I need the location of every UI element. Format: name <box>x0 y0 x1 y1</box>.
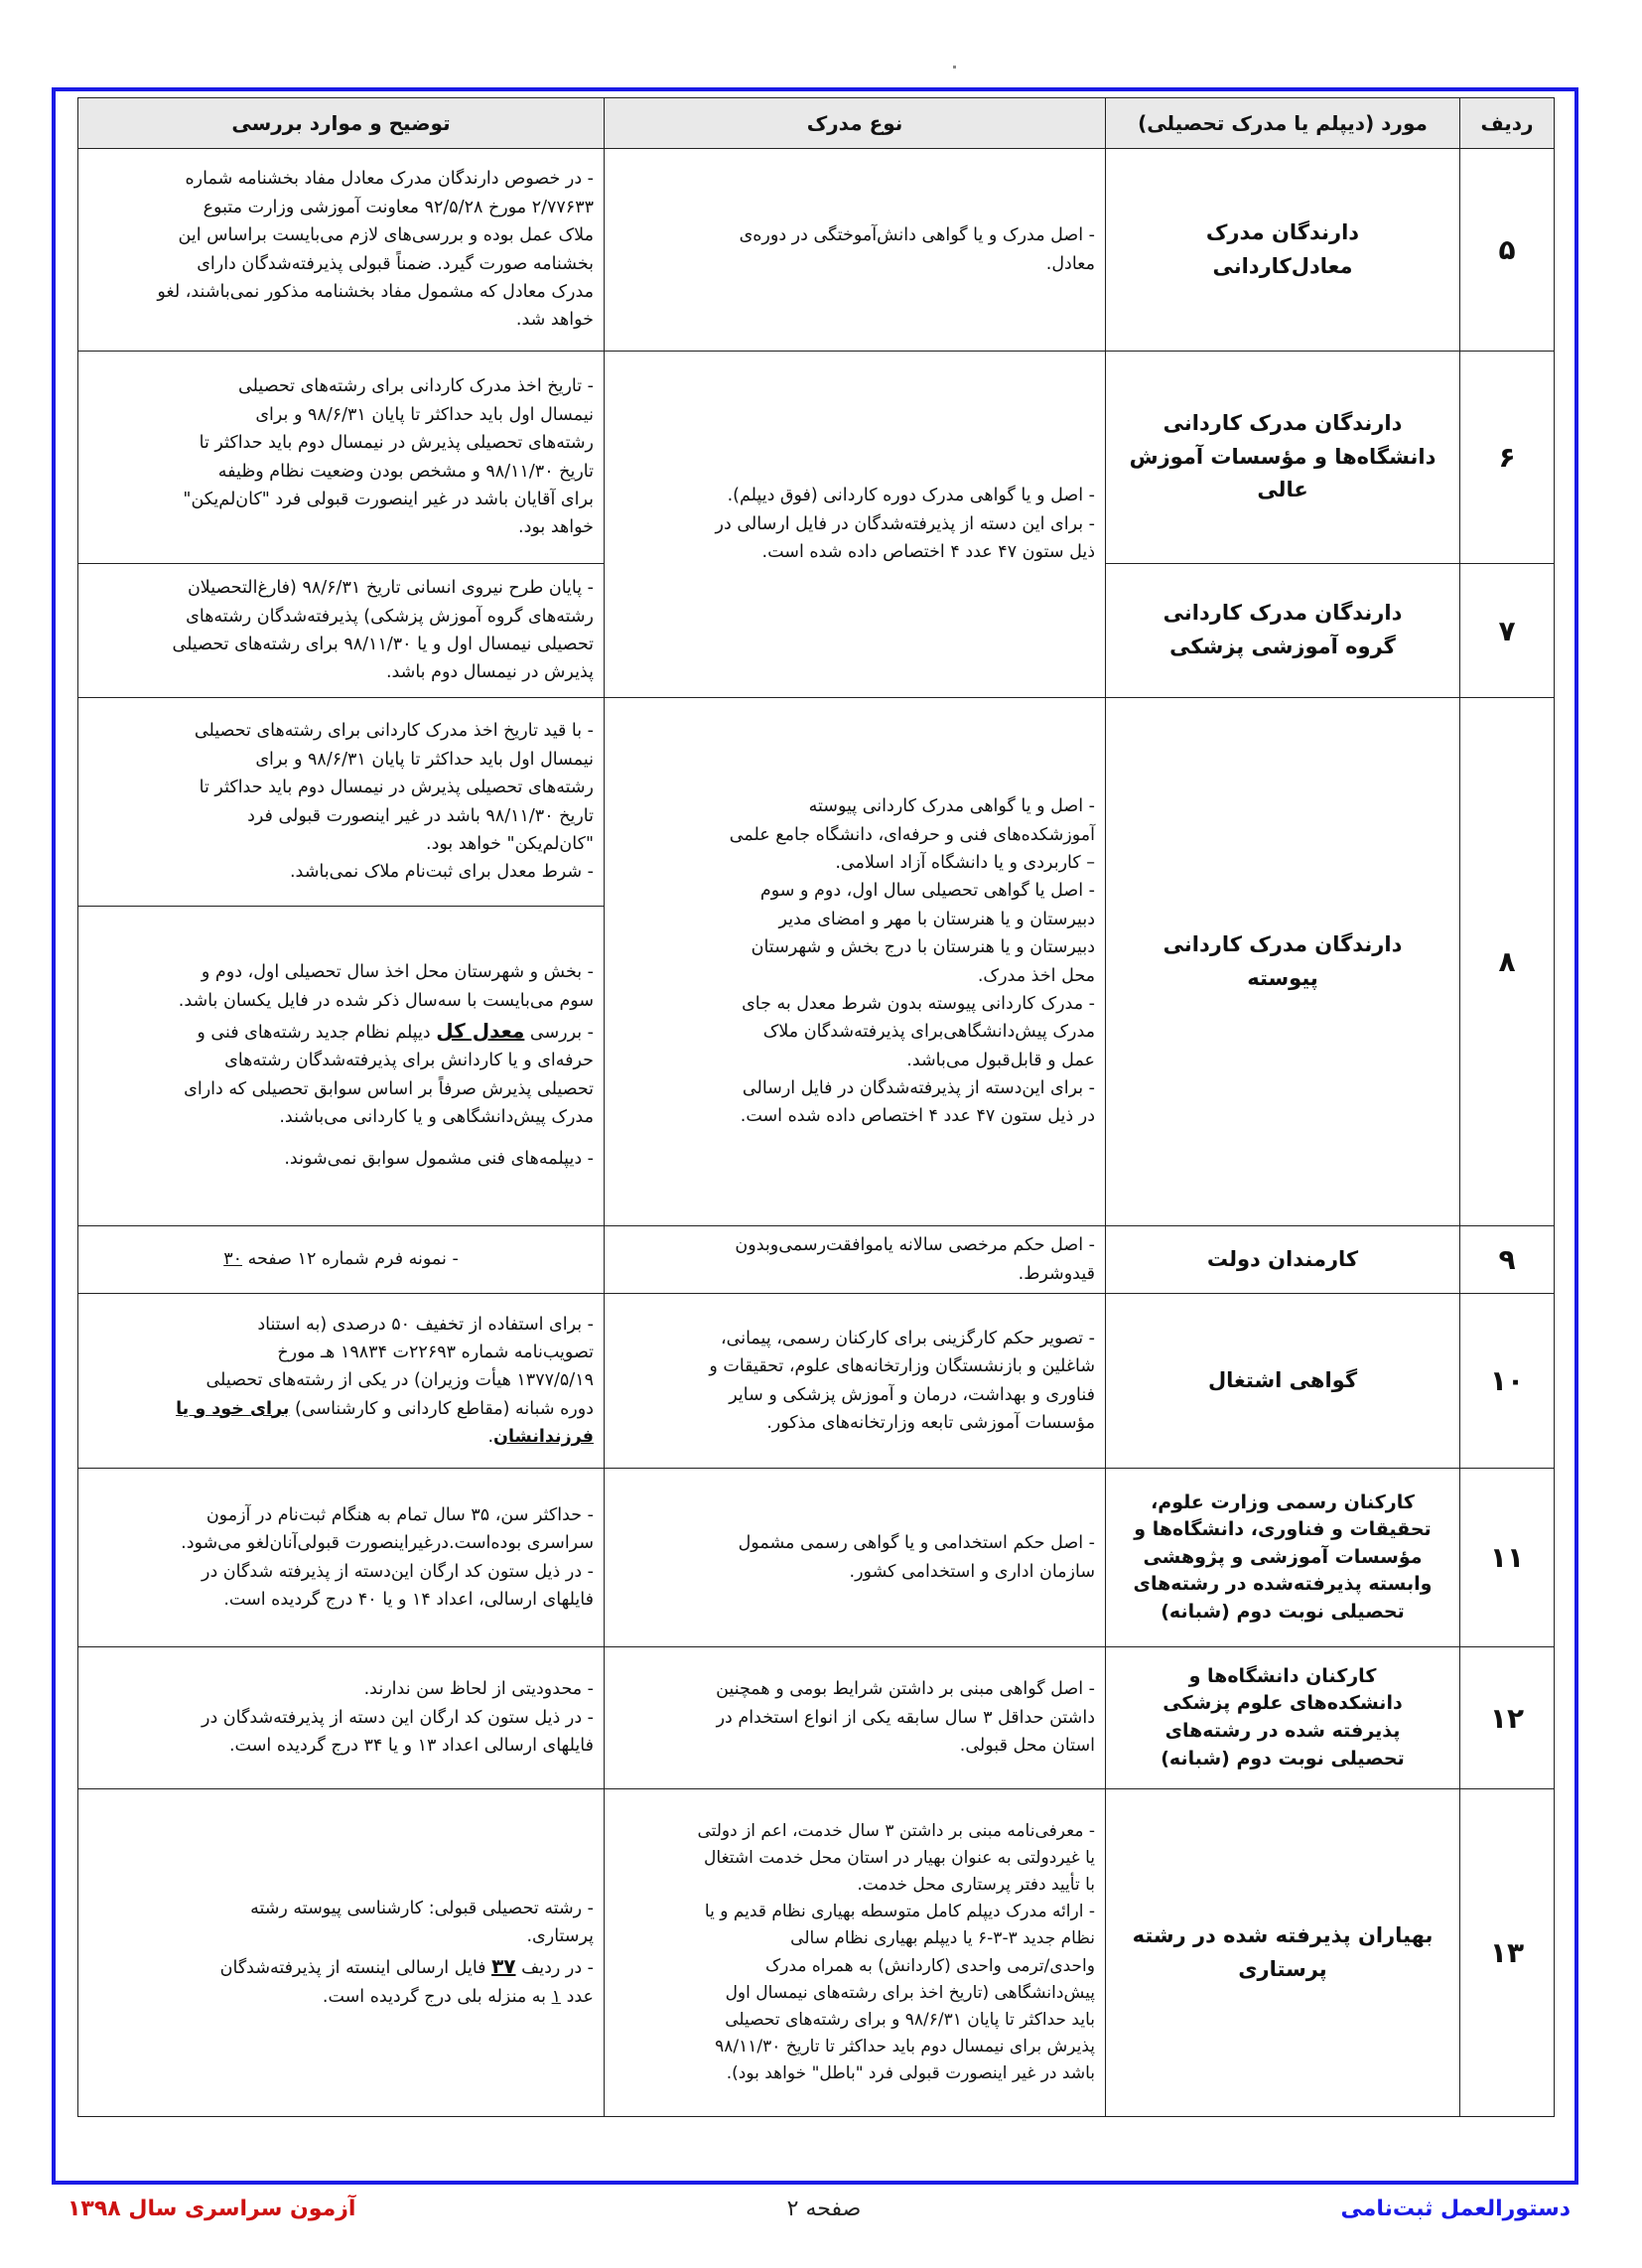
item-line: دارندگان مدرک کاردانی <box>1163 601 1403 626</box>
doc-line: - اصل و یا گواهی مدرک دوره کاردانی (فوق دیپلم). <box>727 486 1095 506</box>
doc-line: - اصل حکم استخدامی و یا گواهی رسمی مشمول <box>738 1533 1095 1554</box>
note-line: مدرک پیش‌دانشگاهی و یا کاردانی می‌باشند. <box>279 1107 594 1128</box>
row-item <box>1106 698 1460 1226</box>
spacer <box>88 1131 594 1145</box>
note-emphasis: معدل کل <box>436 1018 525 1043</box>
doc-line: باشد در غیر اینصورت قبولی فرد "باطل" خواهد بود). <box>726 2063 1095 2084</box>
doc-line: دبیرستان و یا هنرستان با مهر و امضای مدیر <box>778 909 1095 929</box>
doc-line: - معرفی‌نامه مبنی بر داشتن ۳ سال خدمت، اعم از دولتی <box>697 1820 1095 1841</box>
note-line: - در ذیل ستون کد ارگان این دسته از پذیرفته‌شدگان در <box>202 1707 594 1728</box>
doc-line: آموزشکده‌های فنی و حرفه‌ای، دانشگاه جامع علمی <box>729 824 1095 845</box>
doc-line: - اصل یا گواهی تحصیلی سال اول، دوم و سوم <box>759 881 1095 902</box>
row-number: ۱۲ <box>1460 1647 1555 1789</box>
header-notes: توضیح و موارد بررسی <box>78 98 605 149</box>
note-line: برای آقایان باشد در غیر اینصورت قبولی فرد "کان‌لم‌یکن" <box>183 489 594 509</box>
note-line: - بخش و شهرستان محل اخذ سال تحصیلی اول، دوم و <box>201 962 594 983</box>
item-line: دانشکده‌های علوم پزشکی <box>1163 1692 1403 1715</box>
table-row <box>78 149 1555 352</box>
requirements-table <box>77 97 1555 2117</box>
note-line: سراسری بوده‌است.درغیراینصورت قبولی‌آنان‌لغو می‌شود. <box>181 1533 594 1554</box>
row-notes <box>78 1647 605 1789</box>
note-line: تصویب‌نامه شماره ۲۲۶۹۳ت ۱۹۸۳۴ هـ مورخ <box>277 1342 594 1362</box>
note-fragment: به منزله بلی درج گردیده است. <box>322 1986 552 2007</box>
row-doc <box>605 1789 1106 2117</box>
doc-line: پیش‌دانشگاهی (تاریخ اخذ برای رشته‌های نیمسال اول <box>725 1982 1095 2003</box>
note-line: سوم می‌بایست با سه‌سال ذکر شده در فایل یکسان باشد. <box>178 990 594 1011</box>
item-line: عالی <box>1257 478 1308 502</box>
doc-line: مؤسسات آموزشی تابعه وزارتخانه‌های مذکور. <box>766 1412 1095 1433</box>
note-line: ملاک عمل بوده و بررسی‌های لازم می‌بایست براساس این <box>178 225 594 246</box>
item-line: بهیاران پذیرفته شده در رشته <box>1132 1922 1434 1947</box>
doc-line: در ذیل ستون ۴۷ عدد ۴ اختصاص داده شده است. <box>740 1106 1095 1127</box>
item-line: مؤسسات آموزشی و پژوهشی <box>1143 1545 1423 1568</box>
note-line: رشته‌های تحصیلی پذیرش در نیمسال دوم باید حداکثر تا <box>199 778 594 798</box>
doc-line: - تصویر حکم کارگزینی برای کارکنان رسمی، پیمانی، <box>720 1328 1095 1348</box>
note-line: بخشنامه صورت گیرد. ضمناً قبولی پذیرفته‌شدگان دارای <box>197 253 594 274</box>
note-line: - در خصوص دارندگان مدرک معادل مفاد بخشنامه شماره <box>185 169 594 190</box>
note-line: - حداکثر سن، ۳۵ سال تمام به هنگام ثبت‌نام در آزمون <box>205 1504 594 1525</box>
table-row <box>78 1789 1555 2117</box>
footer-exam-title: آزمون سراسری سال ۱۳۹۸ <box>68 2197 356 2221</box>
note-line: "کان‌لم‌یکن" خواهد بود. <box>426 833 594 854</box>
note-fragment: . <box>487 1427 494 1448</box>
doc-line: - اصل حکم مرخصی سالانه یاموافقت‌رسمی‌وبدون <box>735 1235 1095 1256</box>
row-notes <box>78 1294 605 1469</box>
note-line: فایلهای ارسالی، اعداد ۱۴ و یا ۴۰ درج گردیده است. <box>223 1589 594 1610</box>
doc-line: - برای این دسته از پذیرفته‌شدگان در فایل ارسالی در <box>715 513 1095 534</box>
note-line <box>88 1423 594 1451</box>
row-item <box>1106 564 1460 698</box>
doc-line: عمل و قابل‌قبول می‌باشد. <box>906 1050 1095 1070</box>
doc-line: با تأیید دفتر پرستاری محل خدمت. <box>857 1874 1095 1895</box>
doc-line: - اصل و یا گواهی مدرک کاردانی پیوسته <box>808 796 1095 817</box>
note-line: - برای استفاده از تخفیف ۵۰ درصدی (به استناد <box>257 1314 594 1335</box>
item-line: پذیرفته شده در رشته‌های <box>1164 1720 1401 1742</box>
row-notes <box>78 1789 605 2117</box>
note-emphasis: ۱ <box>551 1986 562 2007</box>
row-notes <box>78 564 605 698</box>
note-line: - شرط معدل برای ثبت‌نام ملاک نمی‌باشد. <box>289 862 594 883</box>
row-item <box>1106 352 1460 564</box>
doc-line: مدرک پیش‌دانشگاهی‌برای پذیرفته‌شدگان ملاک <box>762 1022 1095 1043</box>
note-line: رشته‌های گروه آموزش پزشکی) پذیرفته‌شدگان رشته‌های <box>186 606 594 627</box>
note-line: تاریخ ۹۸/۱۱/۳۰ باشد در غیر اینصورت قبولی فرد <box>247 805 594 826</box>
item-line: کارکنان دانشگاه‌ها و <box>1188 1664 1377 1687</box>
row-doc <box>605 1469 1106 1647</box>
row-number: ۶ <box>1460 352 1555 564</box>
header-doc-type: نوع مدرک <box>605 98 1106 149</box>
item-line: پرستاری <box>1238 1956 1327 1981</box>
row-notes <box>78 1469 605 1647</box>
row-doc <box>605 1647 1106 1789</box>
row-number: ۹ <box>1460 1226 1555 1294</box>
item-line: گواهی اشتغال <box>1207 1367 1358 1392</box>
item-line: تحصیلی نوبت دوم (شبانه) <box>1161 1600 1405 1623</box>
doc-line: واحدی/ترمی واحدی (کاردانش) به همراه مدرک <box>764 1955 1095 1976</box>
note-line: رشته‌های تحصیلی پذیرش در نیمسال دوم باید حداکثر تا <box>199 433 594 454</box>
table-row <box>78 1647 1555 1789</box>
doc-line: باید حداکثر تا پایان ۹۸/۶/۳۱ و برای رشته‌های تحصیلی <box>725 2009 1095 2030</box>
note-line: - دیپلمه‌های فنی مشمول سوابق نمی‌شوند. <box>284 1149 594 1170</box>
doc-line: - مدرک کاردانی پیوسته بدون شرط معدل به جای <box>742 993 1095 1014</box>
row-doc <box>605 1226 1106 1294</box>
note-line: تاریخ ۹۸/۱۱/۳۰ و مشخص بودن وضعیت نظام وظیفه <box>217 461 594 482</box>
note-line: نیمسال اول باید حداکثر تا پایان ۹۸/۶/۳۱ و برای <box>255 404 594 425</box>
item-line: وابسته پذیرفته‌شده در رشته‌های <box>1133 1573 1433 1596</box>
item-line: تحصیلی نوبت دوم (شبانه) <box>1161 1747 1405 1770</box>
note-fragment: فایل ارسالی اینسته از پذیرفته‌شدگان <box>219 1958 492 1979</box>
note-emphasis: ۳۰ <box>223 1249 243 1270</box>
row-number: ۸ <box>1460 698 1555 1226</box>
note-fragment: دیپلم نظام جدید رشته‌های فنی و <box>197 1022 437 1043</box>
row-doc <box>605 149 1106 352</box>
row-item <box>1106 1789 1460 2117</box>
row-notes <box>78 698 605 907</box>
scan-dot <box>953 66 956 69</box>
note-fragment: - بررسی <box>524 1022 594 1043</box>
note-line: - تاریخ اخذ مدرک کاردانی برای رشته‌های تحصیلی <box>238 376 594 397</box>
item-line: دارندگان مدرک کاردانی <box>1163 931 1403 956</box>
doc-line: ذیل ستون ۴۷ عدد ۴ اختصاص داده شده است. <box>761 542 1095 563</box>
note-emphasis: برای خود و یا <box>176 1398 290 1419</box>
note-fragment: - در ردیف <box>515 1958 594 1979</box>
row-item <box>1106 1226 1460 1294</box>
note-line <box>88 1983 594 2011</box>
row-notes <box>78 352 605 564</box>
doc-line: شاغلین و بازنشستگان وزارتخانه‌های علوم، تحقیقات و <box>709 1356 1095 1377</box>
doc-line: یا غیردولتی به عنوان بهیار در استان محل خدمت اشتغال <box>704 1847 1095 1868</box>
note-line: - محدودیتی از لحاظ سن ندارند. <box>363 1679 594 1700</box>
item-line: تحقیقات و فناوری، دانشگاه‌ها و <box>1134 1518 1432 1541</box>
item-line: دارندگان مدرک <box>1205 219 1360 244</box>
note-line: خواهد بود. <box>518 517 594 538</box>
doc-line: داشتن حداقل ۳ سال سابقه یکی از انواع استخدام در <box>716 1707 1095 1728</box>
table-row <box>78 1294 1555 1469</box>
doc-line: نظام جدید ۳-۳-۶ یا دیپلم بهیاری نظام سالی <box>790 1928 1095 1949</box>
item-line: معادل‌کاردانی <box>1212 253 1353 278</box>
row-item <box>1106 1294 1460 1469</box>
footer-document-title: دستورالعمل ثبت‌نامی <box>1340 2197 1571 2221</box>
table-row <box>78 698 1555 907</box>
doc-line: دبیرستان و یا هنرستان با درج بخش و شهرستان <box>751 937 1095 958</box>
row-notes <box>78 1226 605 1294</box>
row-number: ۱۳ <box>1460 1789 1555 2117</box>
doc-line: - اصل مدرک و یا گواهی دانش‌آموختگی در دوره‌ی <box>739 225 1095 246</box>
note-emphasis: فرزندانشان <box>493 1427 594 1448</box>
doc-line: فناوری و بهداشت، درمان و آموزش پزشکی و سایر <box>729 1384 1095 1405</box>
row-item <box>1106 149 1460 352</box>
doc-line: پذیرش برای نیمسال دوم باید حداکثر تا تاریخ ۹۸/۱۱/۳۰ <box>715 2037 1095 2057</box>
item-line: کارکنان رسمی وزارت علوم، <box>1151 1490 1415 1513</box>
item-line: پیوسته <box>1247 965 1318 990</box>
note-line: پرستاری. <box>526 1926 594 1947</box>
row-number: ۵ <box>1460 149 1555 352</box>
doc-line: استان محل قبولی. <box>959 1736 1095 1757</box>
row-item <box>1106 1647 1460 1789</box>
note-line: مدرک معادل که مشمول مفاد بخشنامه مذکور نمی‌باشند، لغو <box>157 281 594 302</box>
note-line <box>88 1395 594 1423</box>
item-line: دانشگاه‌ها و مؤسسات آموزش <box>1129 444 1437 469</box>
note-fragment: دوره شبانه (مقاطع کاردانی و کارشناسی) <box>289 1398 594 1419</box>
table-row <box>78 1226 1555 1294</box>
note-line: - پایان طرح نیروی انسانی تاریخ ۹۸/۶/۳۱ (فارغ‌التحصیلان <box>187 578 594 599</box>
note-line: - رشته تحصیلی قبولی: کارشناسی پیوسته رشته <box>250 1898 594 1918</box>
note-line <box>88 1950 594 1982</box>
note-line <box>88 1015 594 1047</box>
note-emphasis: ۳۷ <box>491 1954 516 1979</box>
row-doc <box>605 1294 1106 1469</box>
doc-line: قیدوشرط. <box>1018 1263 1095 1284</box>
row-number: ۱۰ <box>1460 1294 1555 1469</box>
item-line: کارمندان دولت <box>1206 1246 1359 1271</box>
row-item <box>1106 1469 1460 1647</box>
doc-line: معادل. <box>1045 253 1095 274</box>
row-notes <box>78 149 605 352</box>
note-line: خواهد شد. <box>515 310 594 331</box>
table-row <box>78 352 1555 564</box>
header-item: مورد (دیپلم یا مدرک تحصیلی) <box>1106 98 1460 149</box>
doc-line: سازمان اداری و استخدامی کشور. <box>849 1561 1095 1582</box>
row-number: ۷ <box>1460 564 1555 698</box>
note-line: فایلهای ارسالی اعداد ۱۳ و یا ۳۴ درج گردیده است. <box>228 1736 594 1757</box>
note-line: - در ذیل ستون کد ارگان این‌دسته از پذیرفته شدگان در <box>202 1561 594 1582</box>
note-line: تحصیلی نیمسال اول و یا ۹۸/۱۱/۳۰ برای رشته‌های تحصیلی <box>172 635 594 654</box>
note-line: ۲/۷۷۶۳۳ مورخ ۹۲/۵/۲۸ معاونت آموزشی وزارت متبوع <box>203 197 594 217</box>
doc-line: – کاربردی و یا دانشگاه آزاد اسلامی. <box>835 853 1095 874</box>
row-doc <box>605 352 1106 698</box>
note-line: پذیرش در نیمسال دوم باشد. <box>385 662 594 683</box>
doc-line: - ارائه مدرک دیپلم کامل متوسطه بهیاری نظام قدیم و یا <box>704 1902 1095 1922</box>
item-line: گروه آموزشی پزشکی <box>1169 635 1396 658</box>
item-line: دارندگان مدرک کاردانی <box>1163 411 1403 436</box>
table-row <box>78 1469 1555 1647</box>
note-line: - با قید تاریخ اخذ مدرک کاردانی برای رشته‌های تحصیلی <box>194 721 594 742</box>
note-line: تحصیلی پذیرش صرفاً بر اساس سوابق تحصیلی که دارای <box>184 1078 594 1099</box>
note-line: نیمسال اول باید حداکثر تا پایان ۹۸/۶/۳۱ و برای <box>255 749 594 770</box>
row-number: ۱۱ <box>1460 1469 1555 1647</box>
row-notes <box>78 907 605 1226</box>
note-fragment: عدد <box>561 1986 594 2007</box>
table-header-row <box>78 98 1555 149</box>
note-line: ۱۳۷۷/۵/۱۹ هیأت وزیران) در یکی از رشته‌های تحصیلی <box>205 1370 594 1391</box>
footer-page-number: صفحه ۲ <box>786 2197 862 2221</box>
doc-line: - برای این‌دسته از پذیرفته‌شدگان در فایل ارسالی <box>742 1077 1095 1098</box>
doc-line: - اصل گواهی مبنی بر داشتن شرایط بومی و همچنین <box>716 1679 1095 1700</box>
doc-line: محل اخذ مدرک. <box>977 965 1095 986</box>
row-doc <box>605 698 1106 1226</box>
note-fragment: - نمونه فرم شماره ۱۲ صفحه <box>242 1249 459 1270</box>
header-row-no: ردیف <box>1460 98 1555 149</box>
note-line: حرفه‌ای و یا کاردانش برای پذیرفته‌شدگان رشته‌های <box>224 1051 594 1071</box>
